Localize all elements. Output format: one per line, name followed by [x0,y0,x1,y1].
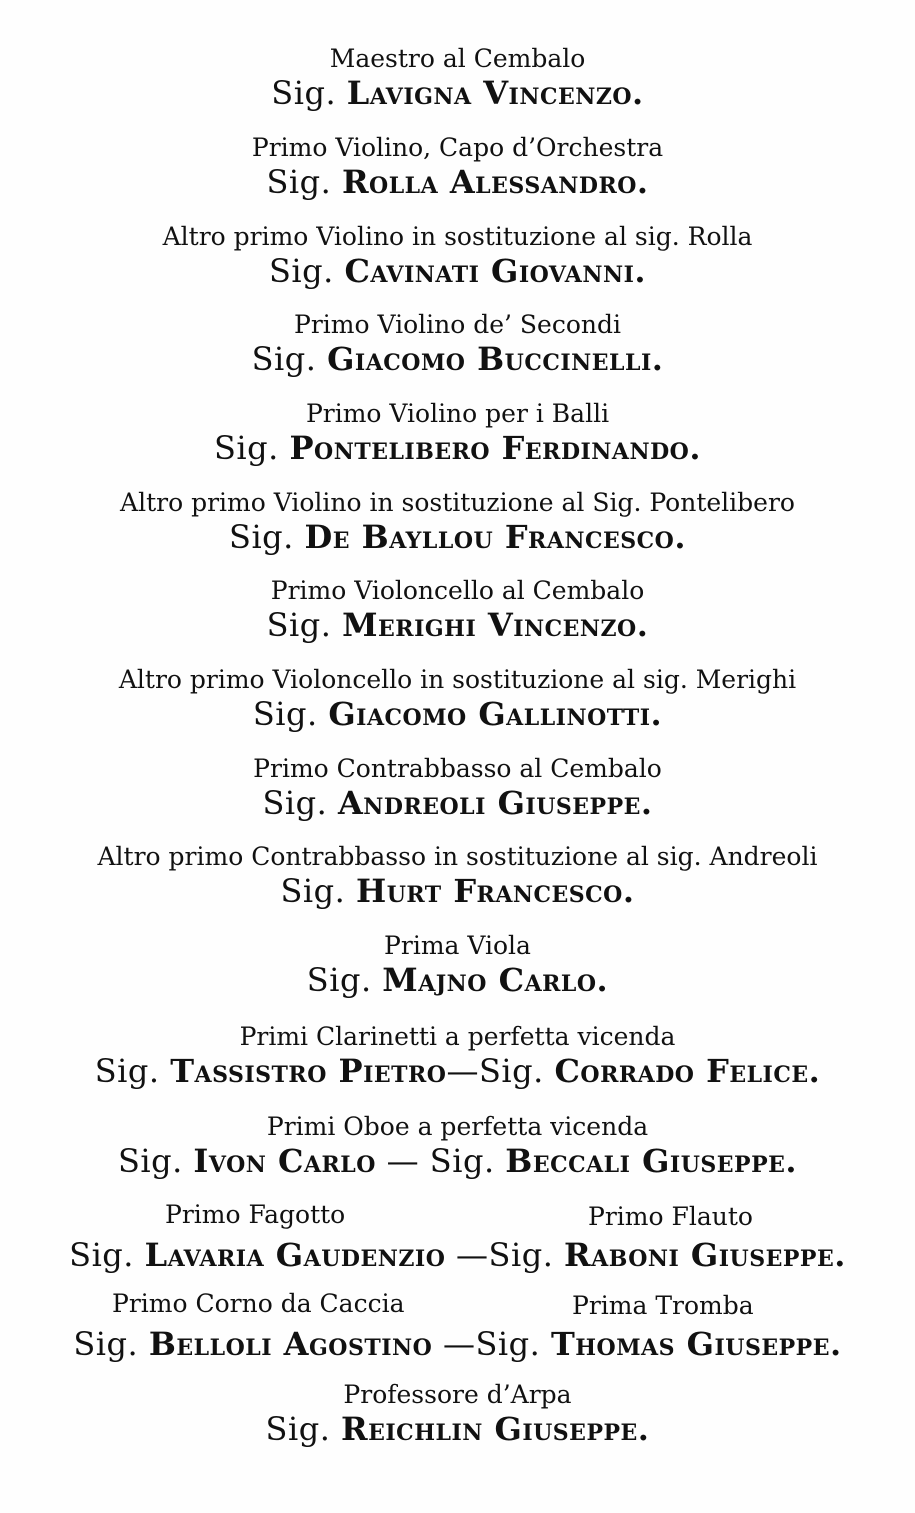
honorific: Sig. [265,1410,331,1448]
person-surname: Thomas Giuseppe. [550,1325,842,1363]
role-label: Altro primo Contrabbasso in sostituzione al sig. Andreoli [97,842,818,871]
person-name [0,74,915,112]
person-surname: Belloli Agostino [148,1325,433,1363]
role-label: Professore d’Arpa [343,1380,572,1409]
entry-prima-viola [0,931,915,999]
entry-sostituto-rolla [0,222,915,290]
entry-maestro-cembalo [0,44,915,112]
role-label: Altro primo Violino in sostituzione al Sig. Pontelibero [120,488,795,517]
role-label: Primo Violoncello al Cembalo [270,576,645,605]
role-label: Primo Violino, Capo d’Orchestra [251,133,664,162]
honorific: Sig. [252,695,318,733]
entry-arpa [0,1380,915,1448]
honorific: Sig. [478,1052,544,1090]
role-label: Primi Clarinetti a perfetta vicenda [239,1022,676,1051]
entry-primi-clarinetti [0,1022,915,1090]
role-label-right: Primo Flauto [588,1202,753,1231]
honorific: Sig. [268,252,334,290]
honorific: Sig. [262,784,328,822]
person-surname: Giacomo Buccinelli. [327,340,664,378]
em-dash: — [442,1325,476,1363]
person-surname: Raboni Giuseppe. [564,1236,846,1274]
person-surname: Ivon Carlo [193,1142,376,1180]
entry-violoncello-cembalo [0,576,915,644]
person-name [0,252,915,290]
person-names [0,1325,915,1363]
honorific: Sig. [94,1052,160,1090]
person-surname: Corrado Felice. [554,1052,821,1090]
person-surname: Cavinati Giovanni. [344,252,647,290]
person-surname: De Bayllou Francesco. [304,518,686,556]
person-names [0,1236,915,1274]
honorific: Sig. [306,961,372,999]
entry-primi-oboe [0,1112,915,1180]
honorific: Sig. [488,1236,554,1274]
entry-sostituto-merighi [0,665,915,733]
person-surname: Tassistro Pietro [170,1052,447,1090]
honorific: Sig. [429,1142,495,1180]
em-dash: — [446,1052,479,1090]
entry-sostituto-andreoli [0,842,915,910]
person-surname: Lavaria Gaudenzio [144,1236,446,1274]
person-name [0,872,915,910]
person-surname: Rolla Alessandro. [341,163,649,201]
role-label: Altro primo Violino in sostituzione al sig. Rolla [162,222,753,251]
role-label: Maestro al Cembalo [329,44,586,73]
person-surname: Reichlin Giuseppe. [341,1410,650,1448]
person-name [0,340,915,378]
honorific: Sig. [117,1142,183,1180]
honorific: Sig. [214,429,279,467]
role-label-left: Primo Fagotto [165,1200,346,1229]
person-name [0,1410,915,1448]
honorific: Sig. [271,74,337,112]
role-label-right: Prima Tromba [572,1291,754,1320]
em-dash: — [456,1236,489,1274]
person-name [0,518,915,556]
role-label: Prima Viola [384,931,531,960]
honorific: Sig. [73,1325,139,1363]
person-name [0,163,915,201]
person-name [0,961,915,999]
person-surname: Majno Carlo. [382,961,609,999]
honorific: Sig. [69,1236,134,1274]
role-label: Primi Oboe a perfetta vicenda [266,1112,649,1141]
person-surname: Pontelibero Ferdinando. [289,429,701,467]
entry-capo-orchestra [0,133,915,201]
entry-violino-secondi [0,310,915,378]
honorific: Sig. [251,340,317,378]
person-surname: Giacomo Gallinotti. [328,695,663,733]
role-label-left: Primo Corno da Caccia [112,1289,405,1318]
person-surname: Beccali Giuseppe. [505,1142,798,1180]
honorific: Sig. [266,163,332,201]
role-label: Primo Contrabbasso al Cembalo [253,754,662,783]
person-surname: Lavigna Vincenzo. [346,74,644,112]
person-names [0,1052,915,1090]
honorific: Sig. [280,872,346,910]
role-label: Altro primo Violoncello in sostituzione al sig. Merighi [118,665,797,694]
person-surname: Andreoli Giuseppe. [337,784,653,822]
person-name [0,695,915,733]
person-surname: Hurt Francesco. [355,872,635,910]
person-name [0,784,915,822]
role-label: Primo Violino de’ Secondi [294,310,621,339]
person-names [0,1142,915,1180]
honorific: Sig. [266,606,332,644]
person-surname: Merighi Vincenzo. [342,606,649,644]
entry-contrabbasso-cembalo [0,754,915,822]
person-name [0,429,915,467]
honorific: Sig. [229,518,294,556]
honorific: Sig. [475,1325,541,1363]
entry-sostituto-pontelibero [0,488,915,556]
role-label: Primo Violino per i Balli [305,399,610,428]
entry-violino-balli [0,399,915,467]
em-dash: — [386,1142,420,1180]
person-name [0,606,915,644]
